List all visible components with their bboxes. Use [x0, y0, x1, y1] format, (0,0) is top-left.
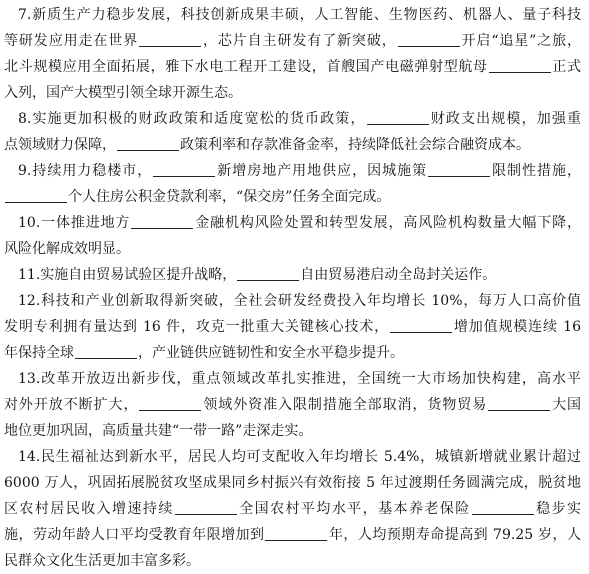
text-line: [4, 262, 581, 288]
text-segment: 对外开放不断扩大，: [4, 397, 139, 413]
question-item: [4, 2, 581, 106]
text-segment: 7.新质生产力稳步发展，科技创新成果丰硕，人工智能、生物医药、机器人、量子科技: [18, 7, 581, 23]
text-line: [4, 522, 581, 548]
text-line: [4, 132, 581, 158]
text-line: [4, 28, 581, 54]
text-line: [4, 158, 581, 184]
text-segment: 地位更加巩固，高质量共建“一带一路”走深走实。: [4, 423, 313, 439]
text-line: [4, 210, 581, 236]
text-segment: 等研发应用走在世界: [4, 33, 139, 49]
answer-blank: [139, 409, 201, 411]
text-line: [4, 288, 581, 314]
text-segment: 12.科技和产业创新取得新突破，全社会研发经费投入年均增长 10%，每万人口高价值: [18, 293, 581, 309]
text-line: [4, 340, 581, 366]
answer-blank: [428, 175, 490, 177]
text-segment: 9.持续用力稳楼市，: [18, 163, 153, 179]
text-segment: 区农村居民收入增速持续: [4, 501, 174, 517]
text-segment: 金融机构风险处置和转型发展，高风险机构数量大幅下降，: [194, 215, 581, 231]
answer-blank: [367, 123, 429, 125]
answer-blank: [237, 279, 299, 281]
question-item: [4, 210, 581, 262]
text-segment: 新增房地产用地供应，因城施策: [216, 163, 428, 179]
text-segment: 入列，国产大模型引领全球开源生态。: [4, 85, 242, 101]
text-segment: 北斗规模应用全面拓展，雅下水电工程开工建设，首艘国产电磁弹射型航母: [4, 59, 488, 75]
text-line: [4, 392, 581, 418]
text-line: [4, 106, 581, 132]
text-segment: 大国: [551, 397, 581, 413]
text-line: [4, 54, 581, 80]
answer-blank: [175, 513, 237, 515]
text-line: [4, 418, 581, 444]
answer-blank: [488, 409, 550, 411]
question-item: [4, 366, 581, 444]
text-segment: 发明专利拥有量达到 16 件，攻克一批重大关键核心技术，: [4, 319, 390, 335]
text-line: [4, 2, 581, 28]
text-segment: 14.民生福祉达到新水平，居民人均可支配收入年均增长 5.4%，城镇新增就业累计超过: [18, 449, 581, 465]
text-line: [4, 236, 581, 262]
text-segment: 增加值规模连续 16: [453, 319, 581, 335]
text-line: [4, 314, 581, 340]
text-segment: 开启“追星”之旅，: [460, 33, 581, 49]
text-segment: 全国农村平均水平，基本养老保险: [237, 501, 471, 517]
answer-blank: [390, 331, 452, 333]
text-segment: 年，人均预期寿命提高到 79.25 岁，人: [328, 527, 581, 543]
answer-blank: [489, 71, 551, 73]
text-line: [4, 496, 581, 522]
text-line: [4, 548, 581, 574]
text-segment: 13.改革开放迈出新步伐，重点领域改革扎实推进，全国统一大市场加快构建，高水平: [18, 371, 581, 387]
answer-blank: [117, 149, 179, 151]
text-segment: 民群众文化生活更加丰富多彩。: [4, 553, 200, 569]
text-segment: 风险化解成效明显。: [4, 241, 130, 257]
text-segment: 自由贸易港启动全岛封关运作。: [300, 267, 497, 283]
document-body: [4, 2, 581, 574]
text-line: [4, 80, 581, 106]
text-segment: 财政支出规模，加强重: [429, 111, 581, 127]
text-segment: 政策利率和存款准备金率，持续降低社会综合融资成本。: [180, 137, 530, 153]
text-segment: 稳步实: [534, 501, 581, 517]
text-segment: ，芯片自主研发有了新突破，: [202, 33, 397, 49]
question-item: [4, 262, 581, 288]
answer-blank: [153, 175, 215, 177]
answer-blank: [139, 45, 201, 47]
answer-blank: [398, 45, 460, 47]
text-segment: 施，劳动年龄人口平均受教育年限增加到: [4, 527, 265, 543]
question-item: [4, 158, 581, 210]
text-segment: 11.实施自由贸易试验区提升战略，: [18, 267, 237, 283]
text-segment: 10.一体推进地方: [18, 215, 131, 231]
text-segment: 领域外资准入限制措施全部取消，货物贸易: [202, 397, 488, 413]
text-segment: 8.实施更加积极的财政政策和适度宽松的货币政策，: [18, 111, 366, 127]
text-segment: 6000 万人，巩固拓展脱贫攻坚成果同乡村振兴有效衔接 5 年过渡期任务圆满完成，脱贫地: [4, 475, 581, 491]
question-item: [4, 288, 581, 366]
answer-blank: [472, 513, 534, 515]
text-segment: 限制性措施，: [491, 163, 581, 179]
text-line: [4, 470, 581, 496]
text-line: [4, 366, 581, 392]
text-segment: 年保持全球: [4, 345, 74, 361]
text-segment: 正式: [551, 59, 581, 75]
answer-blank: [75, 357, 137, 359]
answer-blank: [5, 201, 67, 203]
text-line: [4, 184, 581, 210]
answer-blank: [265, 539, 327, 541]
text-line: [4, 444, 581, 470]
question-item: [4, 444, 581, 574]
answer-blank: [131, 227, 193, 229]
text-segment: ，产业链供应链韧性和安全水平稳步提升。: [138, 345, 404, 361]
text-segment: 个人住房公积金贷款利率，“保交房”任务全面完成。: [68, 189, 391, 205]
text-segment: 点领域财力保障，: [4, 137, 116, 153]
question-item: [4, 106, 581, 158]
